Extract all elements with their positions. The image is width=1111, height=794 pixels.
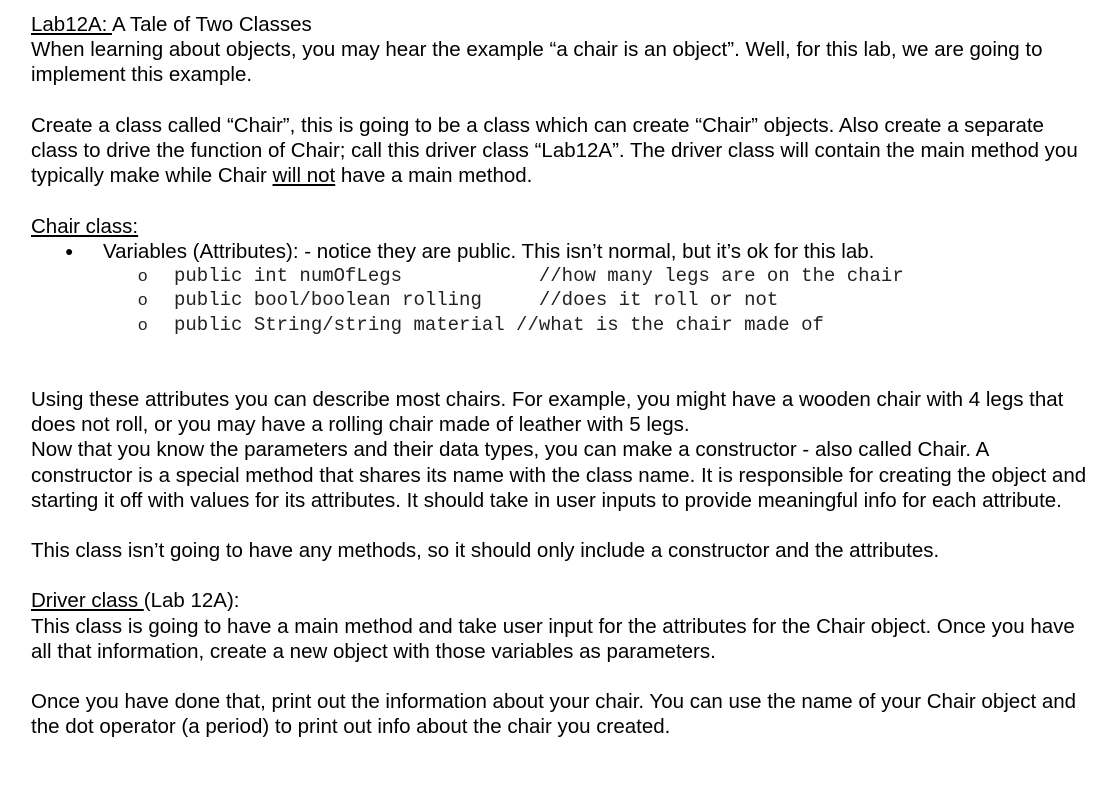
driver-heading-underlined: Driver class <box>31 589 144 613</box>
driver-heading-rest: (Lab 12A): <box>143 589 240 613</box>
hollow-bullet-icon: o <box>138 290 148 310</box>
hollow-bullet-icon: o <box>138 266 148 285</box>
no-methods-paragraph: This class isn’t going to have any methods, so it should only include a constructor and the attributes. <box>31 539 940 563</box>
hollow-bullet-icon: o <box>138 314 148 334</box>
variables-bullet-text: Variables (Attributes): - notice they are public. This isn’t normal, but it’s ok for this lab. <box>103 239 875 263</box>
lab-title <box>31 12 1091 37</box>
bullet-dot-icon: ● <box>65 242 74 259</box>
lab-title-number: Lab12A: <box>31 13 112 36</box>
constructor-paragraph: Now that you know the parameters and their data types, you can make a constructor - also called Chair. A constructor is a special method that shares its name with the class name. It is responsible for creating the object and starting it off with values for its attributes. It should take in user inputs to provide meaningful info for each attribute. <box>31 438 1087 512</box>
intro-paragraph: When learning about objects, you may hear the example “a chair is an object”. Well, for this lab, we are going to implement this example. <box>31 38 1043 87</box>
spacer <box>31 563 1091 588</box>
driver-class-heading <box>31 588 1091 613</box>
document-page <box>31 12 1091 740</box>
variables-bullet-item <box>31 239 1091 264</box>
will-not-emphasis: will not <box>272 164 336 188</box>
print-paragraph: Once you have done that, print out the information about your chair. You can use the name of your Chair object and the dot operator (a period) to print out info about the chair you created. <box>31 690 1077 739</box>
driver-paragraph: This class is going to have a main method and take user input for the attributes for the Chair object. Once you have all that information, create a new object with those variables as parameters. <box>31 614 1075 663</box>
spacer <box>31 88 1091 113</box>
attributes-paragraph: Using these attributes you can describe most chairs. For example, you might have a wooden chair with 4 legs that does not roll, or you may have a rolling chair made of leather with 5 legs. <box>31 387 1064 437</box>
create-text: Create a class called “Chair”, this is going to be a class which can create “Chair” objects. Also create a separate class to drive the function of Chair; call this driver class “Lab12A”. The driver class will contain the main method you typically make while Chair <box>31 113 1078 188</box>
create-paragraph <box>31 113 1091 189</box>
code-line <box>31 264 1091 288</box>
spacer <box>31 337 1091 387</box>
code-line <box>31 313 1091 337</box>
code-line-text: public int numOfLegs //how many legs are on the chair <box>174 265 904 287</box>
code-line-text: public bool/boolean rolling //does it roll or not <box>174 289 779 312</box>
lab-title-name: A Tale of Two Classes <box>111 13 312 36</box>
spacer <box>31 188 1091 213</box>
spacer <box>31 513 1091 538</box>
code-line <box>31 288 1091 312</box>
chair-class-heading: Chair class: <box>31 214 139 238</box>
code-line-text: public String/string material //what is the chair made of <box>174 313 824 336</box>
spacer <box>31 664 1091 689</box>
create-text-end: have a main method. <box>335 164 533 188</box>
